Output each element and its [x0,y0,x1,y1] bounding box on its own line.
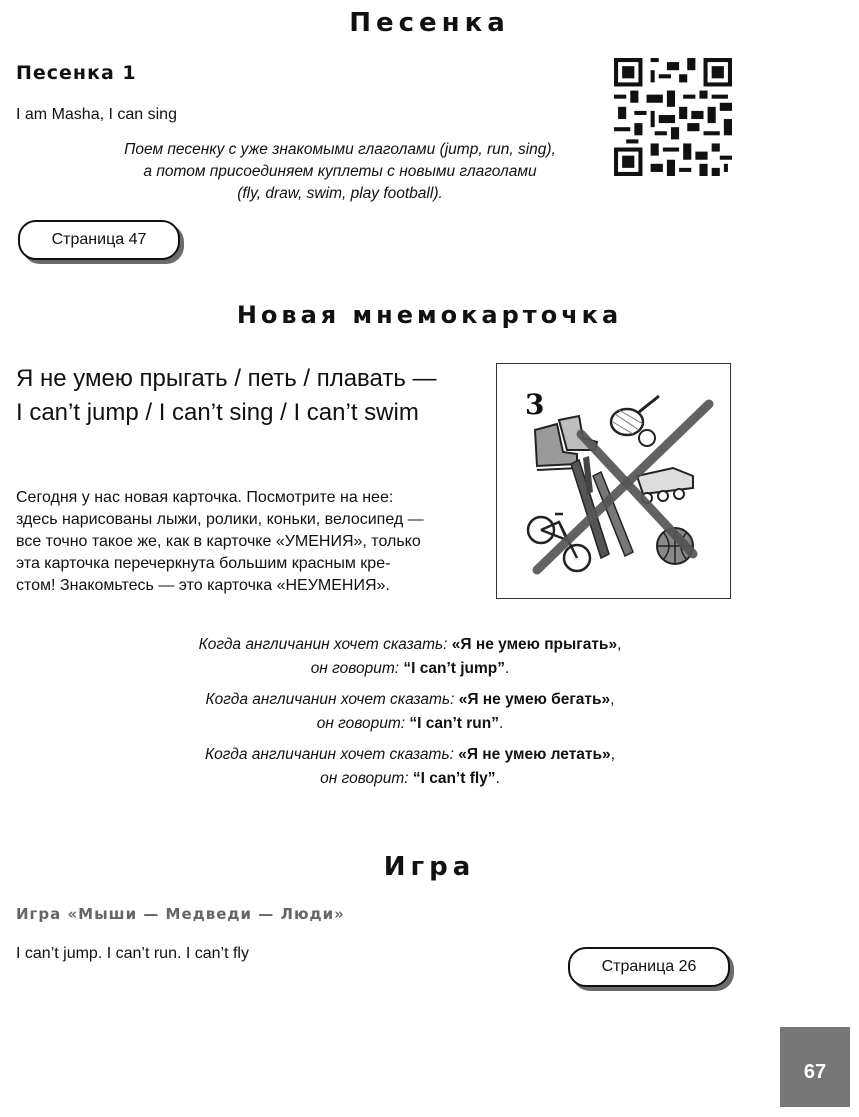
card-number: 3 [525,388,545,421]
qr-code-icon[interactable] [614,58,732,176]
example-ru: «Я не умею бегать» [458,691,611,708]
song-page-ref-button[interactable]: Страница 47 [18,220,180,260]
example-2-line-1: Когда англичанин хочет сказать: «Я не умею бегать», [205,691,615,708]
card-description-line: Сегодня у нас новая карточка. Посмотрите на нее: [16,489,394,506]
card-description-line: все точно такое же, как в карточке «УМЕНИЯ», только [16,533,421,550]
card-description [16,487,486,597]
song-note-line: Поем песенку с уже знакомыми глаголами (jump, run, sing), [124,141,556,158]
game-text: I can’t jump. I can’t run. I can’t fly [16,945,249,962]
example-mid: он говорит: [316,715,410,732]
song-note-line: а потом присоединяем куплеты с новыми глаголами [143,163,537,180]
sports-items-illustration [497,364,730,598]
card-phrase-en: I can’t jump / I can’t sing / I can’t swim [16,399,419,426]
example-2-line-2: он говорит: “I can’t run”. [316,715,504,732]
card-description-line: эта карточка перечеркнута большим красным кре- [16,555,391,572]
example-intro: Когда англичанин хочет сказать: [198,636,452,653]
example-en: “I can’t jump” [403,660,505,677]
example-en: “I can’t run” [409,715,499,732]
song-note [80,139,600,205]
card-section-title: Новая мнемокарточка [236,301,623,329]
game-subtitle: Игра «Мыши — Медведи — Люди» [16,905,345,923]
song-note-line: (fly, draw, swim, play football). [237,185,443,202]
example-mid: он говорит: [310,660,404,677]
song-lyrics: I am Masha, I can sing [16,106,177,123]
card-description-line: стом! Знакомьтесь — это карточка «НЕУМЕНИЯ». [16,577,390,594]
card-description-line: здесь нарисованы лыжи, ролики, коньки, велосипед — [16,511,424,528]
example-intro: Когда англичанин хочет сказать: [205,691,459,708]
tennis-racket-icon [611,396,659,446]
game-page-ref-button[interactable]: Страница 26 [568,947,730,987]
example-en: “I can’t fly” [412,770,496,787]
example-1-line-2: он говорит: “I can’t jump”. [310,660,510,677]
example-3-line-2: он говорит: “I can’t fly”. [320,770,500,787]
game-section-title: Игра [383,852,476,882]
example-1-line-1: Когда англичанин хочет сказать: «Я не умею прыгать», [198,636,622,653]
mnemo-card [496,363,731,599]
card-phrase-ru: Я не умею прыгать / петь / плавать — [16,365,437,392]
song-section-title: Песенка [349,8,510,38]
example-mid: он говорит: [320,770,413,787]
example-ru: «Я не умею летать» [458,746,611,763]
example-ru: «Я не умею прыгать» [451,636,618,653]
example-3-line-1: Когда англичанин хочет сказать: «Я не умею летать», [205,746,615,763]
example-intro: Когда англичанин хочет сказать: [205,746,459,763]
song-subtitle: Песенка 1 [16,62,137,84]
page-number: 67 [780,1027,850,1107]
